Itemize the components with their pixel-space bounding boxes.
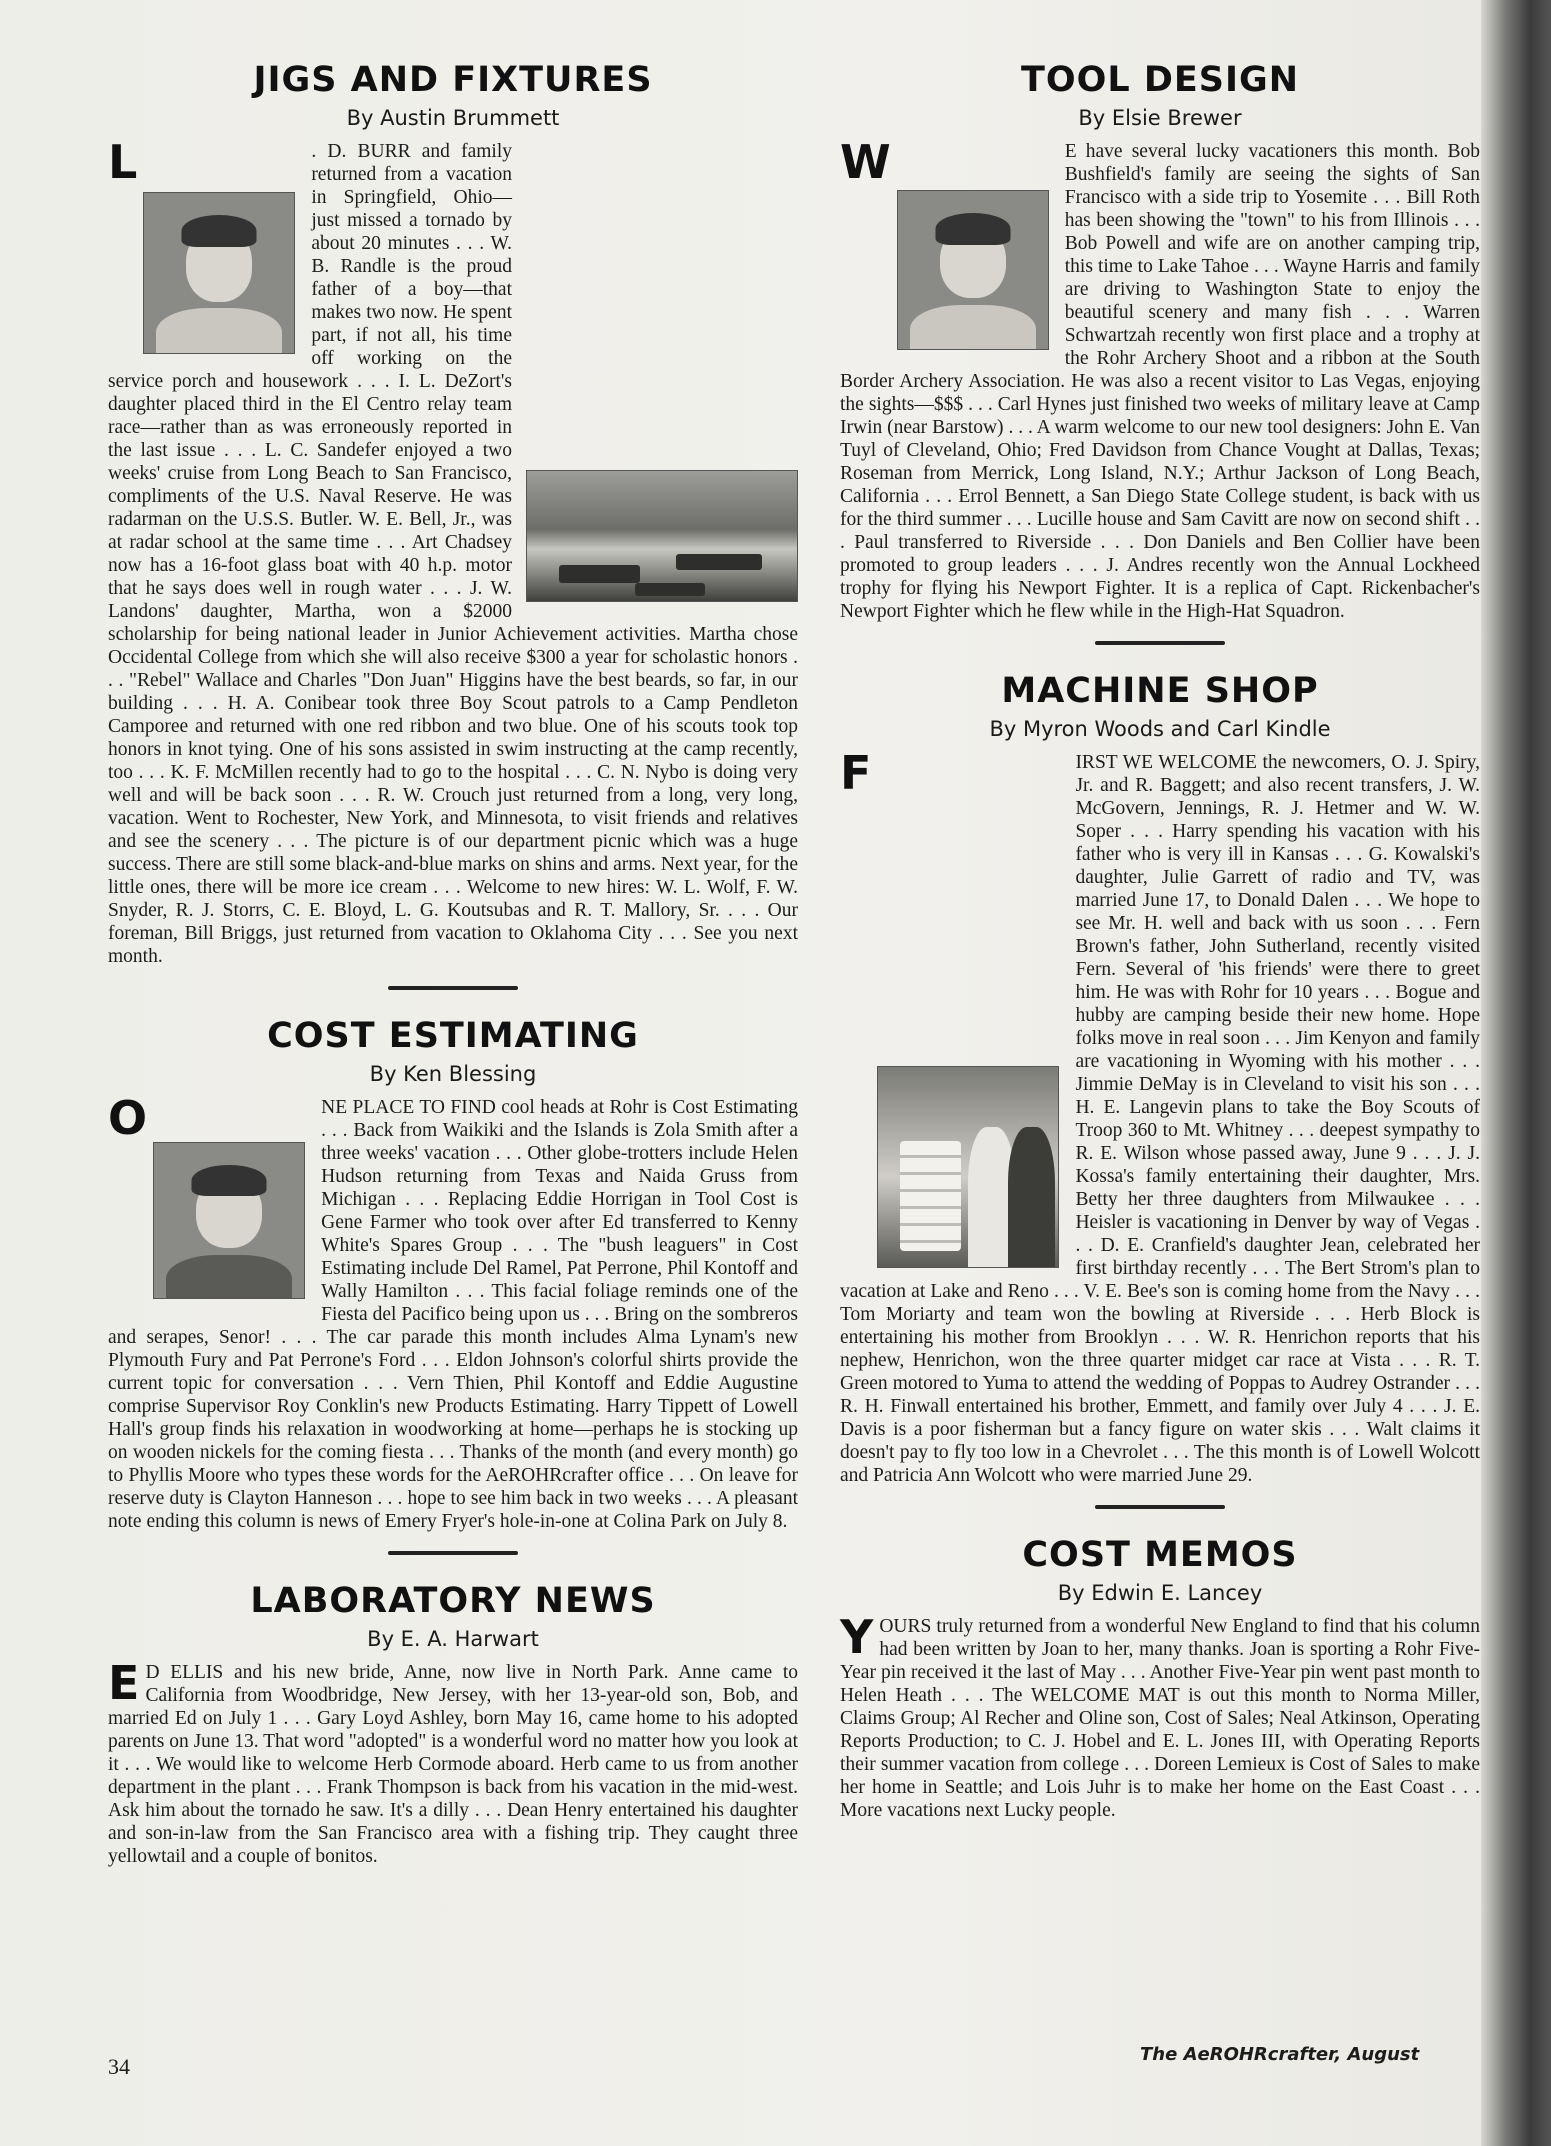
portrait-photo [897, 190, 1049, 350]
section-divider [388, 1551, 518, 1555]
section-body [108, 1656, 798, 1868]
section-byline: By Elsie Brewer [1078, 106, 1242, 130]
drop-cap: Y [840, 1610, 874, 1664]
jigs-and-fixtures-section [108, 60, 798, 990]
section-divider [1095, 1505, 1225, 1509]
article-text: IRST WE WELCOME the newcomers, O. J. Spiry, Jr. and R. Baggett; and also recent transfers, J. W. McGovern, Jennings, R. J. Hetmer and W. W. Soper . . . Harry spending his vacation with his father who is very ill in Kansas . . . G. Kowalski's daughter, Julie Garrett of radio and TV, was married June 17, to Donald Dalen . . . We hope to see Mr. H. well and back with us soon . . . Fern Brown's father, John Sutherland, recently visited Fern. Several of 'his friends' were there to greet him. He was with Rohr for 10 years . . . Bogue and hubby are camping beside their new home. Hope folks move in real soon . . . Jim Kenyon and family are vacationing in Wyoming with his mother . . . Jimmie DeMay is in Cleveland to visit his son . . . H. E. Langevin plans to take the Boy Scouts of Troop 360 to Mt. Whitney . . . deepest sympathy to R. E. Wilson whose passed away, June 9 . . . J. J. Kossa's family entertaining their daughter, Mrs. Betty her three daughters from Milwaukee . . . Heisler is vacationing in Denver by way of Vegas . . . D. E. Cranfield's daughter Jean, celebrated her first birthday recently . . . The Bert Strom's plan to vacation at Lake and Reno . . . V. E. Bee's son is coming home from the Navy . . . Tom Moriarty and team won the bowling at Riverside . . . Herb Block is entertaining his mother from Brooklyn . . . W. R. Henrichon reports that his nephew, Henrichon, won the three quarter midget car race at Vista . . . R. T. Green motored to Yuma to attend the wedding of Poppas to Audrey Ostrander . . . R. H. Finwall entertained his brother, Emmett, and family over July 4 . . . J. E. Davis is a poor fisherman but a fancy figure on water skis . . . Walt claims it doesn't pay to fly too low in a Chevrolet . . . The this month is of Lowell Wolcott and Patricia Ann Wolcott who were married June 29. [840, 752, 1480, 1486]
right-column [840, 60, 1480, 1822]
section-byline: By E. A. Harwart [367, 1627, 539, 1651]
section-byline: By Myron Woods and Carl Kindle [989, 717, 1331, 741]
page-number: 34 [108, 2054, 130, 2079]
section-byline: By Austin Brummett [346, 106, 560, 130]
section-body [840, 1610, 1480, 1822]
drop-cap: E [108, 1656, 140, 1710]
section-heading: COST ESTIMATING [267, 1016, 639, 1056]
article-text: E have several lucky vacationers this month. Bob Bushfield's family are seeing the sights of San Francisco with a side trip to Yosemite . . . Bill Roth has been showing the "town" to his from Illinois . . . Bob Powell and wife are on another camping trip, this time to Lake Tahoe . . . Wayne Harris and family are driving to Washington State to enjoy the beautiful scenery and many fish . . . Warren Schwartzah recently won first place and a trophy at the Rohr Archery Shoot and a ribbon at the South Border Archery Association. He was also a recent visitor to Las Vegas, enjoying the sights—$$$ . . . Carl Hynes just finished two weeks of military leave at Camp Irwin (near Barstow) . . . A warm welcome to our new tool designers: John E. Van Tuyl of Cleveland, Ohio; Fred Davidson from Chance Vought at Dallas, Texas; Roseman from Merrick, Long Island, N.Y.; Arthur Jackson of Long Beach, California . . . Errol Bennett, a San Diego State College student, is back with us for the third summer . . . Lucille house and Sam Cavitt are now on second shift . . . Paul transferred to Riverside . . . Don Daniels and Ben Collier have been promoted to group leaders . . . J. Andres recently won the Annual Lockheed trophy for flying his Newport Fighter. It is a replica of Capt. Rickenbacher's Newport Fighter which he flew while in the High-Hat Squadron. [840, 141, 1480, 622]
portrait-photo [153, 1142, 305, 1299]
drop-cap: W [840, 135, 891, 189]
section-heading: COST MEMOS [1022, 1535, 1298, 1575]
article-text: NE PLACE TO FIND cool heads at Rohr is Cost Estimating . . . Back from Waikiki and the Islands is Zola Smith after a three weeks' vacation . . . Other globe-trotters include Helen Hudson returning from Texas and Naida Gruss from Michigan . . . Replacing Eddie Horrigan in Tool Cost is Gene Farmer who took over after Ed transferred to Kenny White's Spares Group . . . The "bush leaguers" in Cost Estimating include Del Ramel, Pat Perrone, Phil Kontoff and Wally Hamilton . . . This facial foliage reminds one of the Fiesta del Pacifico being upon us . . . Bring on the sombreros and serapes, Senor! . . . The car parade this month includes Alma Lynam's new Plymouth Fury and Pat Perrone's Ford . . . Eldon Johnson's colorful shirts provide the current topic for conversation . . . Vern Thien, Phil Kontoff and Eddie Augustine comprise Supervisor Roy Conklin's new Products Estimating. Harry Tippett of Lowell Hall's group finds his relaxation in woodworking at home—perhaps he is stocking up on wooden nickels for the coming fiesta . . . Thanks of the month (and every month) go to Phyllis Moore who types these words for the AeROHRcrafter office . . . On leave for reserve duty is Clayton Hanneson . . . hope to see him back in two weeks . . . A pleasant note ending this column is news of Emery Fryer's hole-in-one at Colina Park on July 8. [108, 1097, 798, 1532]
section-heading: JIGS AND FIXTURES [253, 60, 653, 100]
section-divider [1095, 641, 1225, 645]
machine-shop-section [840, 671, 1480, 1509]
article-text: . D. BURR and family returned from a vacation in Springfield, Ohio—just missed a tornado by about 20 minutes . . . W. B. Randle is the proud father of a boy—that makes two now. He spent part, if not all, his time off working on the service porch and housework . . . I. L. DeZort's daughter placed third in the El Centro relay team race—rather than as was erroneously reported in the last issue . . . L. C. Sandefer enjoyed a two weeks' cruise from Long Beach to San Francisco, compliments of the U.S. Naval Reserve. He was radarman on the U.S.S. Butler. W. E. Bell, Jr., was at radar school at the same time . . . Art Chadsey now has a 16-foot glass boat with 40 h.p. motor that he says does well in rough water . . . J. W. Landons' daughter, Martha, won a $2000 scholarship for being national leader in Junior Achievement activities. Martha chose Occidental College from which she will also receive $300 a year for scholastic honors . . . "Rebel" Wallace and Charles "Don Juan" Higgins have the best beards, so far, in our building . . . H. A. Conibear took three Boy Scout patrols to a Camp Pendleton Camporee and returned with one red ribbon and two blue. One of his scouts took top honors in knot tying. One of his sons assisted in swim instructing at the camp recently, too . . . K. F. McMillen recently had to go to the hospital . . . C. N. Nybo is doing very well and will be back soon . . . R. W. Crouch just returned from a long, very long, vacation. Went to Rochester, New York, and Minnesota, to visit friends and relatives and see the scenery . . . The picture is of our department picnic which was a huge success. There are still some black-and-blue marks on shins and arms. Next year, for the little ones, there will be more ice cream . . . Welcome to new hires: W. L. Wolf, F. W. Snyder, R. J. Storrs, C. E. Bloyd, L. G. Koutsubas and R. T. Mallory, Sr. . . . Our foreman, Bill Briggs, just returned from vacation to Oklahoma City . . . See you next month. [108, 141, 798, 967]
section-body [108, 1091, 798, 1533]
laboratory-news-section [108, 1581, 798, 1868]
section-body [108, 135, 798, 968]
wedding-photo [877, 1066, 1059, 1268]
drop-cap: L [108, 135, 138, 189]
page-binding-shadow [1481, 0, 1551, 2146]
section-byline: By Ken Blessing [369, 1062, 537, 1086]
drop-cap: F [840, 746, 872, 800]
section-body [840, 135, 1480, 623]
section-heading: MACHINE SHOP [1001, 671, 1319, 711]
section-heading: LABORATORY NEWS [250, 1581, 656, 1621]
drop-cap: O [108, 1091, 148, 1145]
magazine-footer: The AeROHRcrafter, August [1140, 2044, 1420, 2065]
article-text: OURS truly returned from a wonderful New England to find that his column had been written by Joan to her, many thanks. Joan is sporting a Rohr Five-Year pin received it the last of May . . . Another Five-Year pin went past month to Helen Heath . . . The WELCOME MAT is out this month to Norma Miller, Claims Group; Al Recher and Oline son, Cost of Sales; Neal Atkinson, Operating Reports Production; to C. J. Hobel and E. L. Jones III, with Operating Reports their summer vacation from college . . . Doreen Lemieux is Cost of Sales to make her home in Seattle; and Lois Juhr is to make her home on the East Coast . . . More vacations next Lucky people. [840, 1616, 1480, 1821]
left-column [108, 60, 798, 1868]
cost-memos-section [840, 1535, 1480, 1822]
section-body [840, 746, 1480, 1487]
portrait-photo [143, 192, 295, 354]
section-divider [388, 986, 518, 990]
cost-estimating-section [108, 1016, 798, 1555]
tool-design-section [840, 60, 1480, 645]
section-byline: By Edwin E. Lancey [1057, 1581, 1263, 1605]
article-text: D ELLIS and his new bride, Anne, now live in North Park. Anne came to California from Woodbridge, New Jersey, with her 13-year-old son, Bob, and married Ed on July 1 . . . Gary Loyd Ashley, born May 16, came home to his adopted parents on June 13. That word "adopted" is a wonderful word no matter how you look at it . . . We would like to welcome Herb Cormode aboard. Herb came to us from another department in the plant . . . Frank Thompson is back from his vacation in the mid-west. Ask him about the tornado he saw. It's a dilly . . . Dean Henry entertained his daughter and son-in-law from the San Francisco area with a fishing trip. They caught three yellowtail and a couple of bonitos. [108, 1662, 798, 1867]
picnic-photo [526, 470, 798, 602]
section-heading: TOOL DESIGN [1020, 60, 1300, 100]
